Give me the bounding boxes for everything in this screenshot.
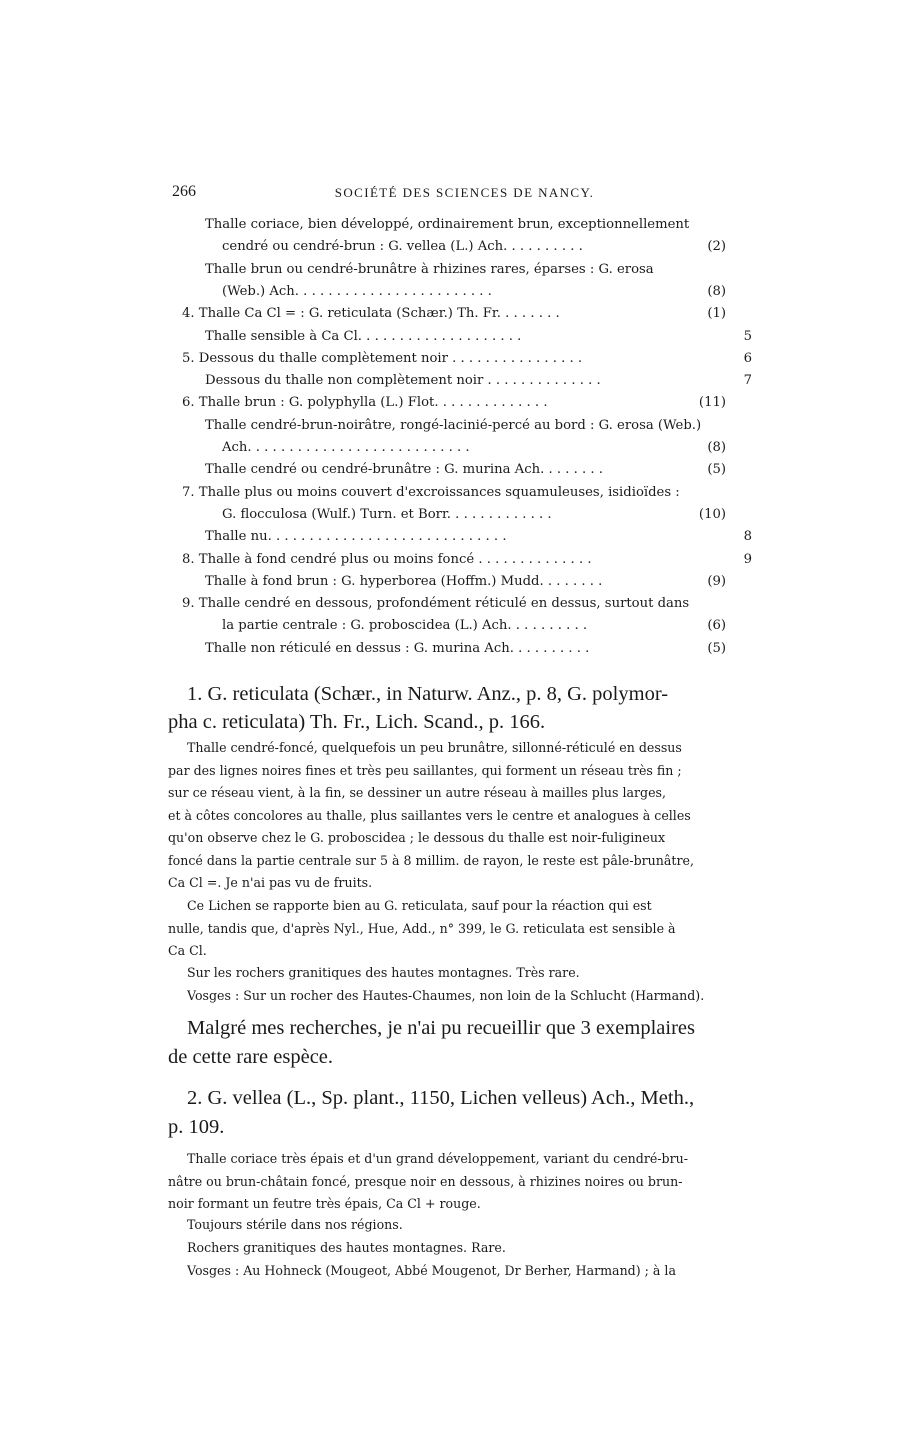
species-2-heading-line-1: 2. G. vellea (L., Sp. plant., 1150, Lichen velleus) Ach., Meth.,	[187, 1087, 695, 1109]
key-line: Thalle brun ou cendré-brunâtre à rhizines rares, éparses : G. erosa	[205, 261, 654, 277]
key-species-reference: (8)	[707, 440, 726, 455]
paragraph-line: nulle, tandis que, d'après Nyl., Hue, Add., n° 399, le G. reticulata est sensible à	[168, 920, 676, 936]
key-line: Dessous du thalle non complètement noir . . . . . . . . . . . . . .	[205, 373, 601, 389]
paragraph-line: par des lignes noires fines et très peu saillantes, qui forment un réseau très fin ;	[168, 762, 682, 778]
key-line: 7. Thalle plus ou moins couvert d'excroissances squamuleuses, isidioïdes :	[182, 484, 680, 500]
paragraph-line: Thalle cendré-foncé, quelquefois un peu brunâtre, sillonné-réticulé en dessus	[187, 740, 682, 755]
species-1-heading-line-1: 1. G. reticulata (Schær., in Naturw. Anz., p. 8, G. polymor-	[187, 683, 669, 705]
key-lead-reference: 7	[743, 373, 752, 389]
key-line: 8. Thalle à fond cendré plus ou moins foncé . . . . . . . . . . . . . .	[182, 551, 592, 567]
page-number: 266	[172, 183, 196, 200]
species-1-remark-line-2: de cette rare espèce.	[168, 1046, 334, 1068]
key-line: (Web.) Ach. . . . . . . . . . . . . . . . . . . . . . . .	[222, 283, 492, 299]
key-species-reference: (11)	[698, 395, 726, 411]
species-1-habitat: Sur les rochers granitiques des hautes montagnes. Très rare.	[187, 965, 580, 980]
paragraph-line: noir formant un feutre très épais, Ca Cl + rouge.	[168, 1196, 481, 1211]
paragraph-line: et à côtes concolores au thalle, plus saillantes vers le centre et analogues à celles	[168, 807, 691, 823]
paragraph-line: nâtre ou brun-châtain foncé, presque noir en dessous, à rhizines noires ou brun-	[168, 1173, 683, 1189]
key-line: Thalle sensible à Ca Cl. . . . . . . . . . . . . . . . . . . .	[205, 328, 522, 344]
key-species-reference: (8)	[707, 283, 726, 299]
key-line: Thalle à fond brun : G. hyperborea (Hoffm.) Mudd. . . . . . . .	[205, 573, 603, 589]
paragraph-line: foncé dans la partie centrale sur 5 à 8 millim. de rayon, le reste est pâle-brunâtre,	[168, 852, 694, 868]
key-species-reference: (5)	[707, 640, 726, 656]
key-line: la partie centrale : G. proboscidea (L.) Ach. . . . . . . . . .	[222, 618, 588, 634]
key-species-reference: (2)	[707, 239, 726, 255]
key-lead-reference: 6	[743, 350, 752, 366]
key-species-reference: (5)	[707, 462, 726, 478]
key-line: Thalle coriace, bien développé, ordinairement brun, exceptionnellement	[205, 217, 690, 232]
key-line: cendré ou cendré-brun : G. vellea (L.) Ach. . . . . . . . . .	[222, 239, 583, 255]
key-species-reference: (1)	[707, 306, 726, 322]
page-header	[172, 183, 757, 205]
paragraph-line: Thalle coriace très épais et d'un grand développement, variant du cendré-bru-	[187, 1151, 689, 1166]
key-line: Thalle non réticulé en dessus : G. murina Ach. . . . . . . . . .	[205, 640, 590, 656]
key-line: 9. Thalle cendré en dessous, profondément réticulé en dessus, surtout dans	[182, 596, 690, 612]
species-1-heading-line-2: pha c. reticulata) Th. Fr., Lich. Scand., p. 166.	[168, 711, 546, 733]
species-1-locality: Vosges : Sur un rocher des Hautes-Chaumes, non loin de la Schlucht (Harmand).	[187, 988, 705, 1003]
key-species-reference: (9)	[707, 573, 726, 589]
key-lead-reference: 9	[743, 551, 752, 567]
running-title: SOCIÉTÉ DES SCIENCES DE NANCY.	[334, 185, 595, 200]
paragraph-line: Ce Lichen se rapporte bien au G. reticulata, sauf pour la réaction qui est	[187, 898, 652, 913]
key-line: Ach. . . . . . . . . . . . . . . . . . . . . . . . . . .	[222, 440, 470, 455]
paragraph-line: sur ce réseau vient, à la fin, se dessiner un autre réseau à mailles plus larges,	[168, 785, 666, 800]
paragraph-line: qu'on observe chez le G. proboscidea ; le dessous du thalle est noir-fuligineux	[168, 830, 666, 845]
key-line: Thalle cendré-brun-noirâtre, rongé-lacinié-percé au bord : G. erosa (Web.)	[205, 417, 702, 433]
key-lead-reference: 5	[743, 328, 752, 344]
key-line: G. flocculosa (Wulf.) Turn. et Borr. . . . . . . . . . . . .	[222, 506, 552, 522]
key-species-reference: (10)	[698, 506, 726, 522]
key-line: 4. Thalle Ca Cl = : G. reticulata (Schær.) Th. Fr. . . . . . . .	[182, 306, 560, 322]
species-2-heading-line-2: p. 109.	[168, 1116, 225, 1138]
key-lead-reference: 8	[743, 529, 752, 545]
species-2-sterility: Toujours stérile dans nos régions.	[187, 1217, 403, 1232]
species-1-remark-line-1: Malgré mes recherches, je n'ai pu recueillir que 3 exemplaires	[187, 1017, 695, 1039]
key-species-reference: (6)	[707, 618, 726, 634]
key-line: Thalle nu. . . . . . . . . . . . . . . . . . . . . . . . . . . . .	[205, 529, 507, 545]
paragraph-line: Ca Cl.	[168, 943, 207, 958]
species-2-habitat: Rochers granitiques des hautes montagnes. Rare.	[187, 1240, 506, 1255]
species-2-locality: Vosges : Au Hohneck (Mougeot, Abbé Mougenot, Dr Berher, Harmand) ; à la	[187, 1263, 676, 1278]
key-line: 6. Thalle brun : G. polyphylla (L.) Flot. . . . . . . . . . . . . .	[182, 395, 548, 411]
key-line: 5. Dessous du thalle complètement noir . . . . . . . . . . . . . . . .	[182, 350, 583, 366]
paragraph-line: Ca Cl =. Je n'ai pas vu de fruits.	[168, 875, 373, 890]
key-line: Thalle cendré ou cendré-brunâtre : G. murina Ach. . . . . . . .	[205, 462, 603, 478]
